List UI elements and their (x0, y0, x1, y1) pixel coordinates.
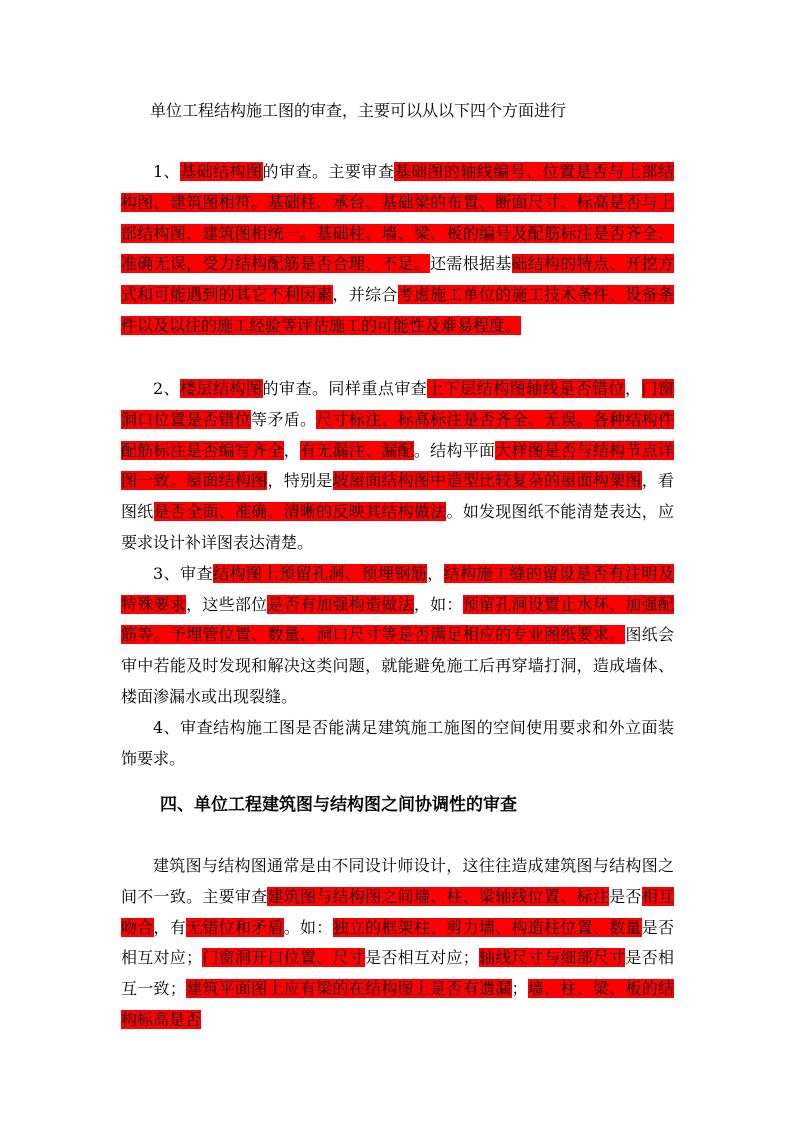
section-2-3-4-block (121, 374, 674, 774)
text-run: 是否相互一致； (121, 948, 674, 999)
paragraph-2 (121, 374, 674, 559)
section-1-block (121, 157, 674, 342)
text-run: ； (511, 979, 528, 999)
text-run: ，并综合 (332, 285, 398, 305)
text-run: 。结构平面 (413, 440, 496, 460)
highlighted-text: 相互吻合 (121, 886, 674, 937)
text-run: ，特别是 (267, 471, 333, 491)
intro-line: 单位工程结构施工图的审查，主要可以从以下四个方面进行 (150, 101, 567, 120)
text-run: ， (625, 379, 642, 398)
highlighted-text: 墙、柱、梁、板的结构标高是否 (121, 979, 674, 1029)
text-run: 2、 (153, 379, 181, 398)
highlighted-text: 础结构的特点、开挖方式和可能遇到的其它不利因素 (121, 254, 674, 305)
text-run: 等矛盾。 (251, 409, 317, 429)
highlighted-text: 是否有加强构造做法 (267, 594, 414, 614)
highlighted-text: 预留孔洞设置止水环、加强配筋等。予埋管位置、数量、洞口尺寸等是否满足相应的专业图纸要求。 (121, 594, 674, 645)
text-run: 1、 (153, 162, 181, 181)
text-run: 建筑图与结构图通常是由不同设计师设计，这往往造成建筑图与结构图之间不一致。主要审查 (121, 856, 674, 906)
text-run: 是否相互对应； (121, 917, 674, 968)
text-run: ，如： (413, 594, 463, 614)
highlighted-text: 各种结构件配筋标注是否编写齐全 (121, 409, 674, 460)
text-run: ，这些部位 (186, 594, 268, 614)
paragraph-4 (121, 713, 674, 775)
text-run: 4、审查结构施工图是否能满足建筑施工施图的空间使用要求和外立面装饰要求。 (121, 717, 674, 768)
highlighted-text: 结构图上预留孔洞、预埋钢筋 (213, 563, 428, 583)
text-run: 3、审查 (153, 563, 214, 583)
text-run: 。如发现图纸不能清楚表达，应要求设计补详图表达清楚。 (121, 502, 674, 552)
highlighted-text: 尺寸标注、标高标注是否齐全、无误。 (316, 409, 593, 429)
paragraph-5 (121, 851, 674, 1036)
text-run: ， (283, 440, 300, 460)
highlighted-text: 大样图是否与结构节点详图一致。屋面结构图 (121, 440, 674, 491)
section-5-block (121, 851, 674, 1036)
text-run: ，有 (153, 917, 187, 937)
highlighted-text: 门窗洞开口位置、尺寸 (202, 948, 366, 968)
text-run: ，看图纸 (121, 471, 674, 522)
highlighted-text: 轴线尺寸与细部尺寸 (478, 948, 626, 968)
highlighted-text: 独立的框架柱、剪力墙、构造柱位置、数量 (332, 917, 642, 937)
highlighted-text: 坡屋面结构图中造型比较复杂的屋面构架图 (332, 471, 642, 491)
highlighted-text: 基础图的轴线编号、位置是否与上部结构图、建筑图相符。基础柱、承台、基础梁的布置、断面尺寸、标高是否与上部结构图、建筑图相统一。基础柱、墙、梁、板的编号及配筋标注是否齐全、准确无误，受力结构配筋是否合理、不足。 (121, 162, 674, 274)
text-run: 图纸会审中若能及时发现和解决这类问题，就能避免施工后再穿墙打洞，造成墙体、楼面渗漏水或出现裂缝。 (121, 625, 674, 706)
highlighted-text: 上下层结构图轴线是否错位 (427, 379, 626, 398)
text-run: 的审查。同样重点审查 (262, 379, 428, 398)
text-run: 是否相互对应； (365, 948, 479, 968)
highlighted-text: 有无漏注、漏配 (300, 440, 414, 460)
highlighted-text: 建筑平面图上应有梁的在结构图上是否有遗漏 (185, 979, 512, 999)
paragraph-1 (121, 157, 674, 342)
highlighted-text: 是否全面、准确、清晰的反映其结构做法 (153, 502, 447, 522)
highlighted-text: 楼层结构图 (180, 379, 263, 398)
highlighted-text: 基础结构图 (180, 162, 263, 181)
highlighted-text: 门窗洞口位置是否错位 (121, 379, 674, 429)
text-run: ， (427, 563, 444, 583)
highlighted-text: 无错位和矛盾 (186, 917, 284, 937)
text-run: 是否 (609, 886, 642, 906)
paragraph-3 (121, 559, 674, 713)
highlighted-text: 考虑施工单位的施工技术条件、设备条件以及以往的施工经验等评估施工的可能性及难易程度。 (121, 285, 674, 335)
text-run: 还需根据基 (430, 254, 512, 274)
highlighted-text: 建筑图与结构图之间墙、柱、梁轴线位置、标注 (267, 886, 610, 906)
section-heading: 四、单位工程建筑图与结构图之间协调性的审查 (160, 795, 517, 815)
text-run: 。如： (283, 917, 333, 937)
text-run: 的审查。主要审查 (262, 162, 395, 181)
highlighted-text: 结构施工缝的留设是否有注明及特殊要求 (121, 563, 674, 614)
